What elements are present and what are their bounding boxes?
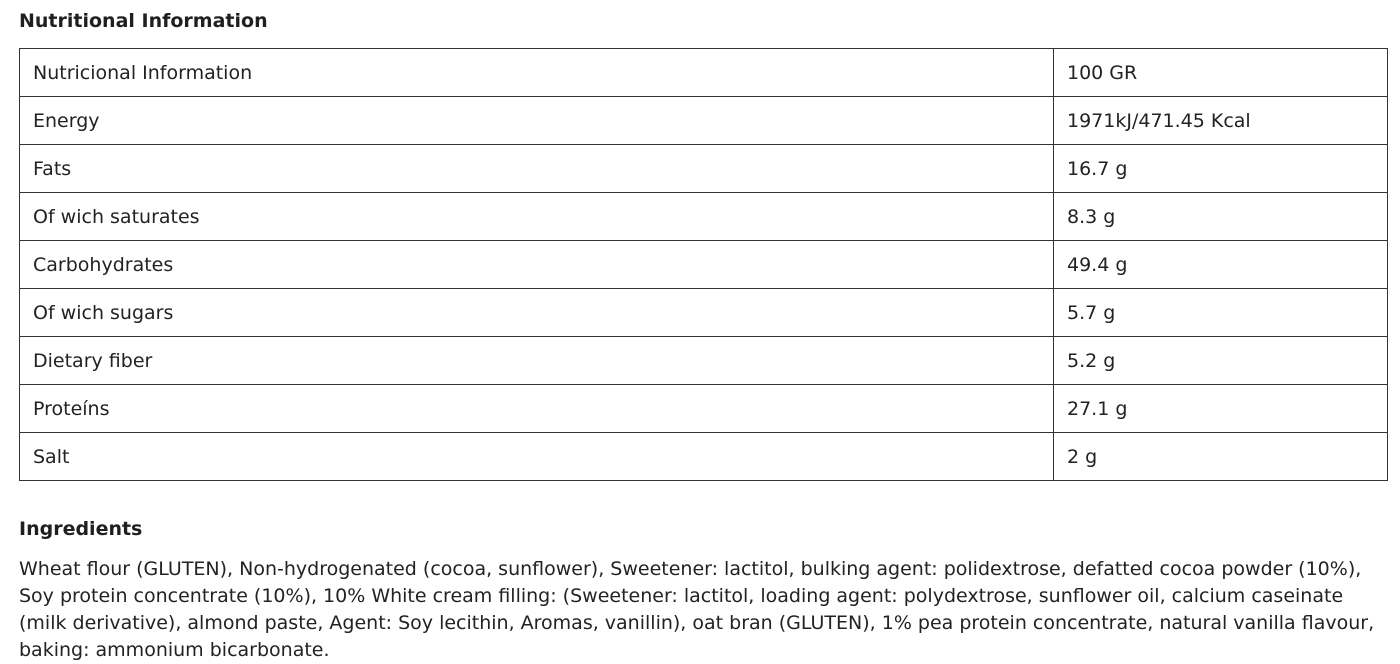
table-row (20, 433, 1388, 481)
table-row (20, 193, 1388, 241)
table-row (20, 145, 1388, 193)
nutrient-name-cell: Dietary fiber (20, 337, 1054, 385)
nutrient-name-cell: Energy (20, 97, 1054, 145)
nutrient-name-cell: Of wich sugars (20, 289, 1054, 337)
nutrient-name-cell: Proteíns (20, 385, 1054, 433)
nutrient-value-cell: 27.1 g (1054, 385, 1388, 433)
nutrient-value-cell: 5.7 g (1054, 289, 1388, 337)
nutrient-value-cell: 8.3 g (1054, 193, 1388, 241)
nutrient-value-cell: 2 g (1054, 433, 1388, 481)
header-nutrient-cell: Nutricional Information (20, 49, 1054, 97)
table-row (20, 97, 1388, 145)
nutrition-section-title: Nutritional Information (19, 10, 268, 32)
table-row (20, 289, 1388, 337)
table-row (20, 385, 1388, 433)
table-row (20, 337, 1388, 385)
nutrient-name-cell: Fats (20, 145, 1054, 193)
nutrient-value-cell: 5.2 g (1054, 337, 1388, 385)
ingredients-section-title: Ingredients (19, 518, 143, 540)
nutrient-name-cell: Salt (20, 433, 1054, 481)
nutrient-value-cell: 1971kJ/471.45 Kcal (1054, 97, 1388, 145)
nutrient-name-cell: Carbohydrates (20, 241, 1054, 289)
nutrition-table (19, 48, 1388, 481)
table-header-row (20, 49, 1388, 97)
header-amount-cell: 100 GR (1054, 49, 1388, 97)
nutrient-value-cell: 16.7 g (1054, 145, 1388, 193)
ingredients-text: Wheat flour (GLUTEN), Non-hydrogenated (cocoa, sunflower), Sweetener: lactitol, bulking agent: polidextrose, defatted cocoa powder (10%), Soy protein concentrate (10%), 10% White cream filling: (Sweetener: lactitol, loading agent: polydextrose, sunflower oil, calcium caseinate (milk derivative), almond paste, Agent: Soy lecithin, Aromas, vanillin), oat bran (GLUTEN), 1% pea protein concentrate, natural vanilla flavour, baking: ammonium bicarbonate. (19, 558, 1375, 661)
table-row (20, 241, 1388, 289)
nutrient-value-cell: 49.4 g (1054, 241, 1388, 289)
nutrient-name-cell: Of wich saturates (20, 193, 1054, 241)
